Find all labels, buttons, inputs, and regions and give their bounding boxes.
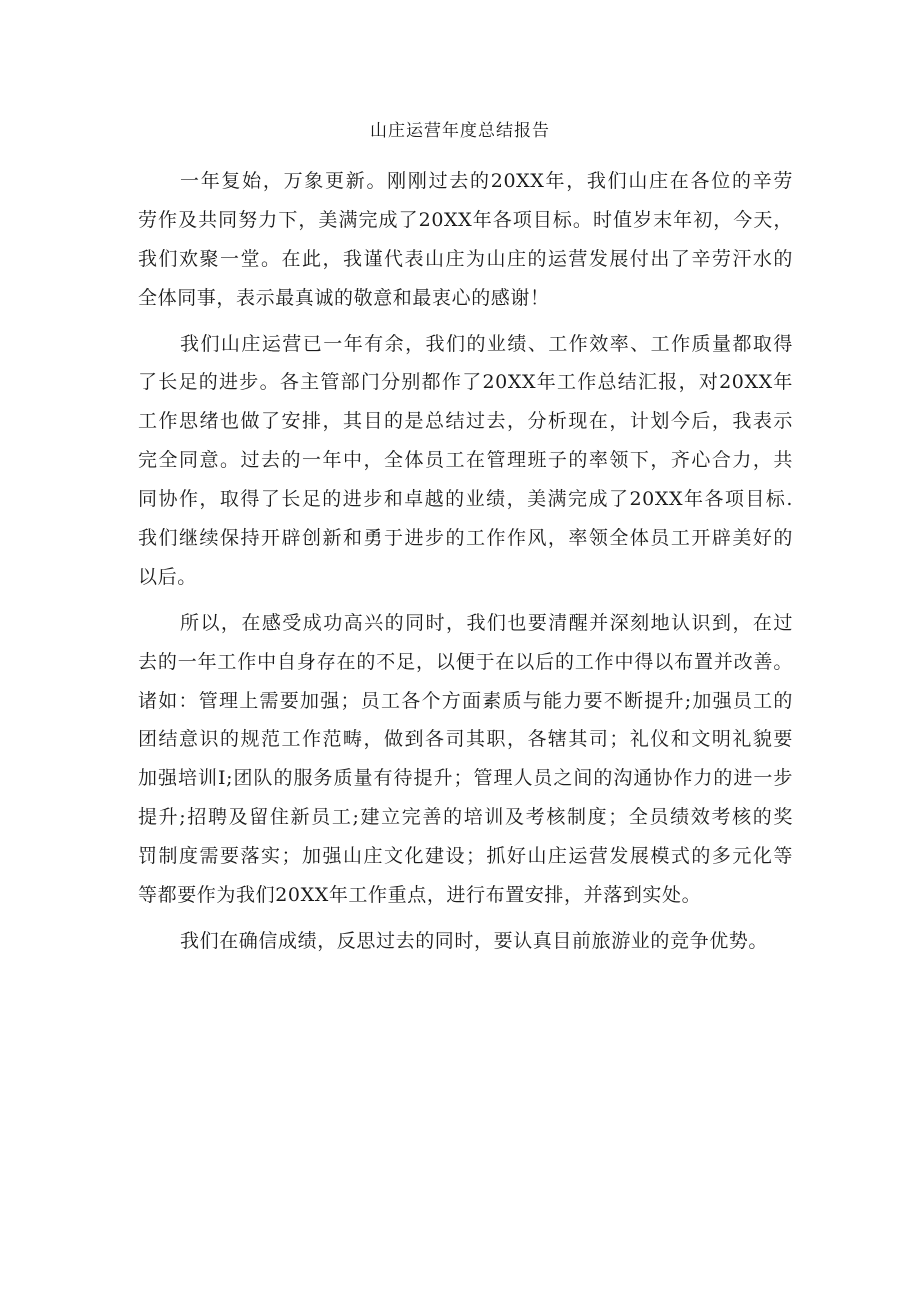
paragraph-2-line-5: 同协作，取得了长足的进步和卓越的业绩，美满完成了20XX年各项目标. [138,488,793,511]
paragraph-3-line-5: 加强培训I;团队的服务质量有待提升；管理人员之间的沟通协作力的进一步 [138,767,793,790]
paragraph-3-line-4: 团结意识的规范工作范畴，做到各司其职，各辖其司；礼仪和文明礼貌要 [138,728,793,751]
paragraph-3-line-8: 等都要作为我们20XX年工作重点，进行布置安排，并落到实处。 [138,884,702,907]
paragraph-3-line-2: 去的一年工作中自身存在的不足，以便于在以后的工作中得以布置并改善。 [138,650,793,673]
paragraph-4-line-1: 我们在确信成绩，反思过去的同时，要认真目前旅游业的竞争优势。 [180,929,769,952]
paragraph-1-line-2: 劳作及共同努力下，美满完成了20XX年各项目标。时值岁末年初，今天， [138,208,793,231]
paragraph-1-line-3: 我们欢聚一堂。在此，我谨代表山庄为山庄的运营发展付出了辛劳汗水的 [138,247,793,270]
document-title: 山庄运营年度总结报告 [370,121,550,141]
paragraph-3-line-7: 罚制度需要落实；加强山庄文化建设；抓好山庄运营发展模式的多元化等 [138,845,793,868]
paragraph-gap [138,915,793,922]
paragraph-1-line-1: 一年复始，万象更新。刚刚过去的20XX年，我们山庄在各位的辛劳 [180,170,793,192]
paragraph-gap [138,597,793,604]
paragraph-2-line-3: 工作思绪也做了安排，其目的是总结过去，分析现在，计划今后，我表示 [138,410,793,433]
paragraph-2-line-6: 我们继续保持开辟创新和勇于进步的工作作风，率领全体员工开辟美好的 [138,527,793,550]
document-body [138,162,793,961]
paragraph-2-line-2: 了长足的进步。各主管部门分别都作了20XX年工作总结汇报，对20XX年 [138,371,793,394]
paragraph-3-line-1: 所以，在感受成功高兴的同时，我们也要清醒并深刻地认识到，在过 [180,611,793,634]
paragraph-1-line-4: 全体同事，表示最真诚的敬意和最衷心的感谢！ [138,286,550,309]
paragraph-2-line-7: 以后。 [138,565,197,588]
paragraph-3-line-6: 提升;招聘及留住新员工;建立完善的培训及考核制度；全员绩效考核的奖 [138,806,793,829]
paragraph-2-line-1: 我们山庄运营已一年有余，我们的业绩、工作效率、工作质量都取得 [180,332,793,355]
paragraph-2-line-4: 完全同意。过去的一年中，全体员工在管理班子的率领下，齐心合力，共 [138,449,793,472]
paragraph-gap [138,318,793,325]
paragraph-3-line-3: 诸如：管理上需要加强；员工各个方面素质与能力要不断提升;加强员工的 [138,689,793,712]
